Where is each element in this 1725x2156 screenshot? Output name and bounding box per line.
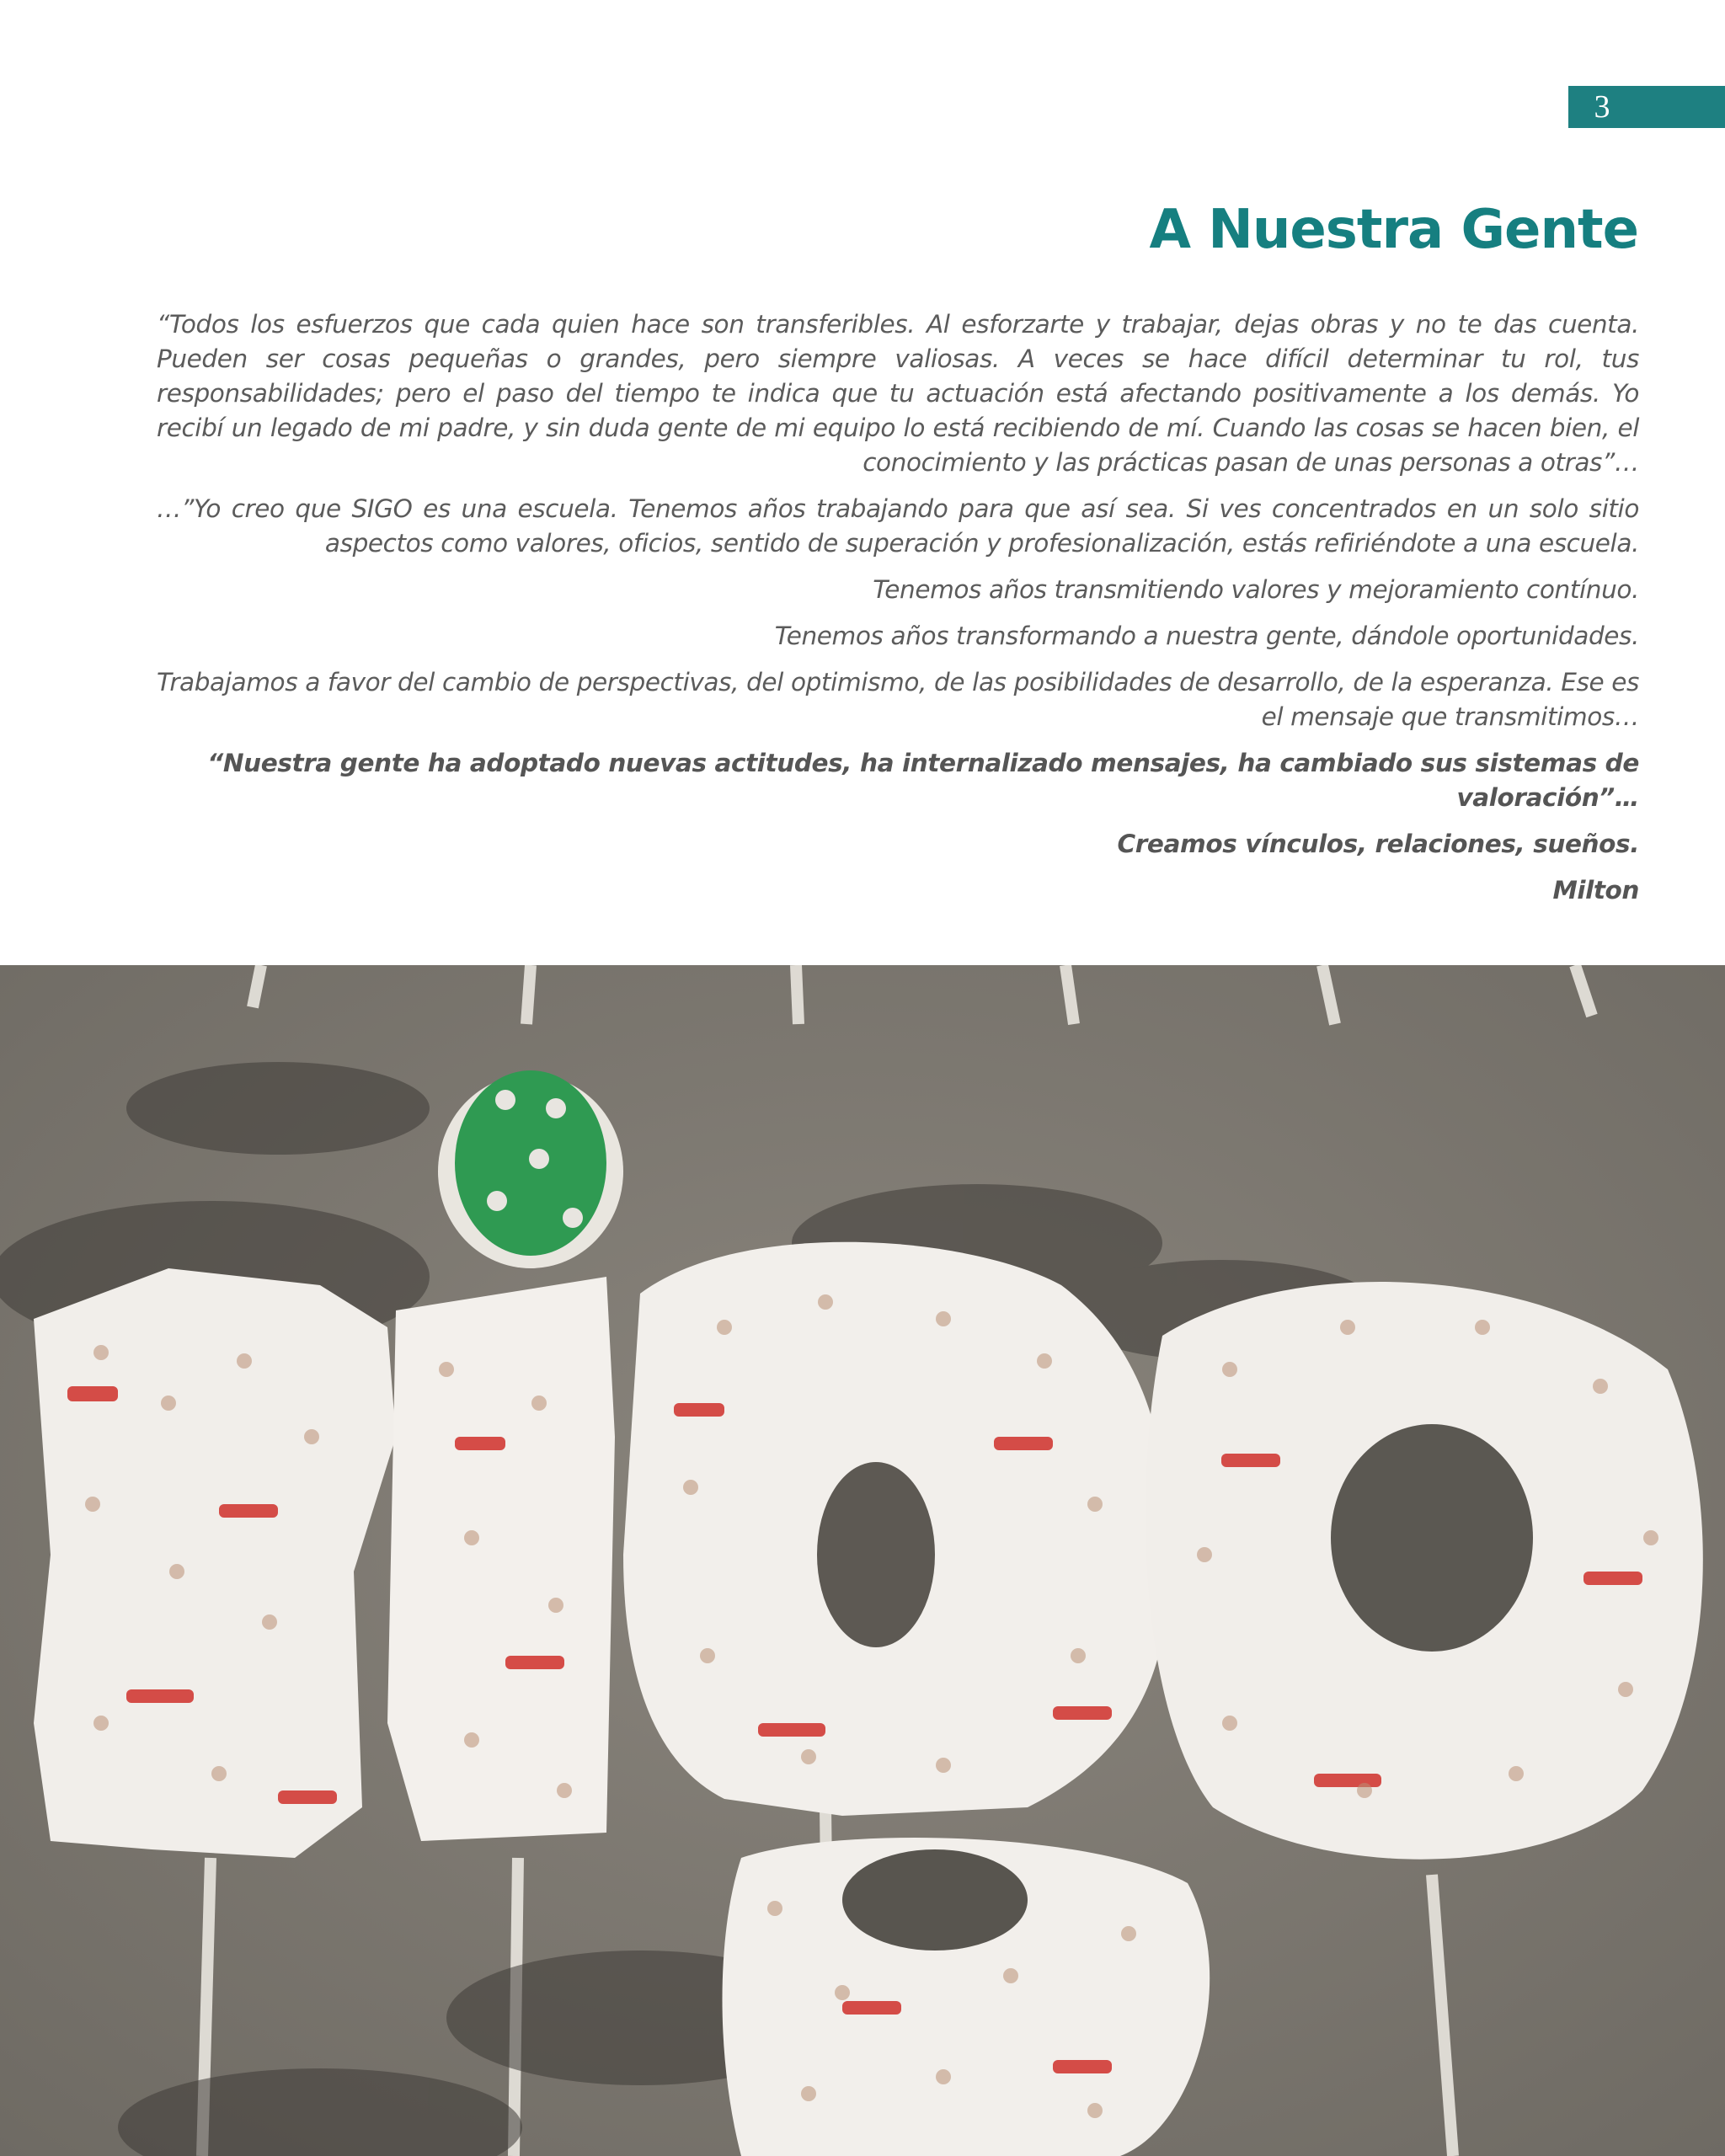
paragraph-1: “Todos los esfuerzos que cada quien hace son transferibles. Al esforzarte y trabajar, dejas obras y no te das cuenta. Pueden ser cosas pequeñas o grandes, pero siempre valiosas. A veces se hace difícil determinar tu rol, tus responsabilidades; pero el paso del tiempo te indica que tu actuación está afectando positivamente a los demás. Yo recibí un legado de mi padre, y sin duda gente de mi equipo lo está recibiendo de mí. Cuando las cosas se hacen bien, el conocimiento y las prácticas pasan de unas personas a otras”… bbox=[157, 310, 1639, 477]
bold-quote: “Nuestra gente ha adoptado nuevas actitudes, ha internalizado mensajes, ha cambiado sus sistemas de valoración”… bbox=[207, 749, 1639, 812]
aerial-crowd-photo bbox=[0, 965, 1725, 2156]
paragraph-3: Tenemos años transmitiendo valores y mejoramiento contínuo. bbox=[873, 575, 1639, 604]
signature: Milton bbox=[1552, 876, 1639, 905]
paragraph-5: Trabajamos a favor del cambio de perspectivas, del optimismo, de las posibilidades de desarrollo, de la esperanza. Ese es el mensaje que transmitimos… bbox=[157, 668, 1639, 731]
page-title: A Nuestra Gente bbox=[1149, 199, 1638, 261]
page-number: 3 bbox=[1594, 89, 1610, 125]
paragraph-2: …”Yo creo que SIGO es una escuela. Tenemos años trabajando para que así sea. Si ves concentrados en un solo sitio aspectos como valores, oficios, sentido de superación y profesionalización, estás refiriéndote a una escuela. bbox=[157, 494, 1639, 558]
paragraph-4: Tenemos años transformando a nuestra gente, dándole oportunidades. bbox=[774, 622, 1639, 650]
testimonial-text bbox=[157, 307, 1639, 908]
closing-line: Creamos vínculos, relaciones, sueños. bbox=[1117, 830, 1639, 858]
page-number-tab bbox=[1568, 86, 1725, 128]
